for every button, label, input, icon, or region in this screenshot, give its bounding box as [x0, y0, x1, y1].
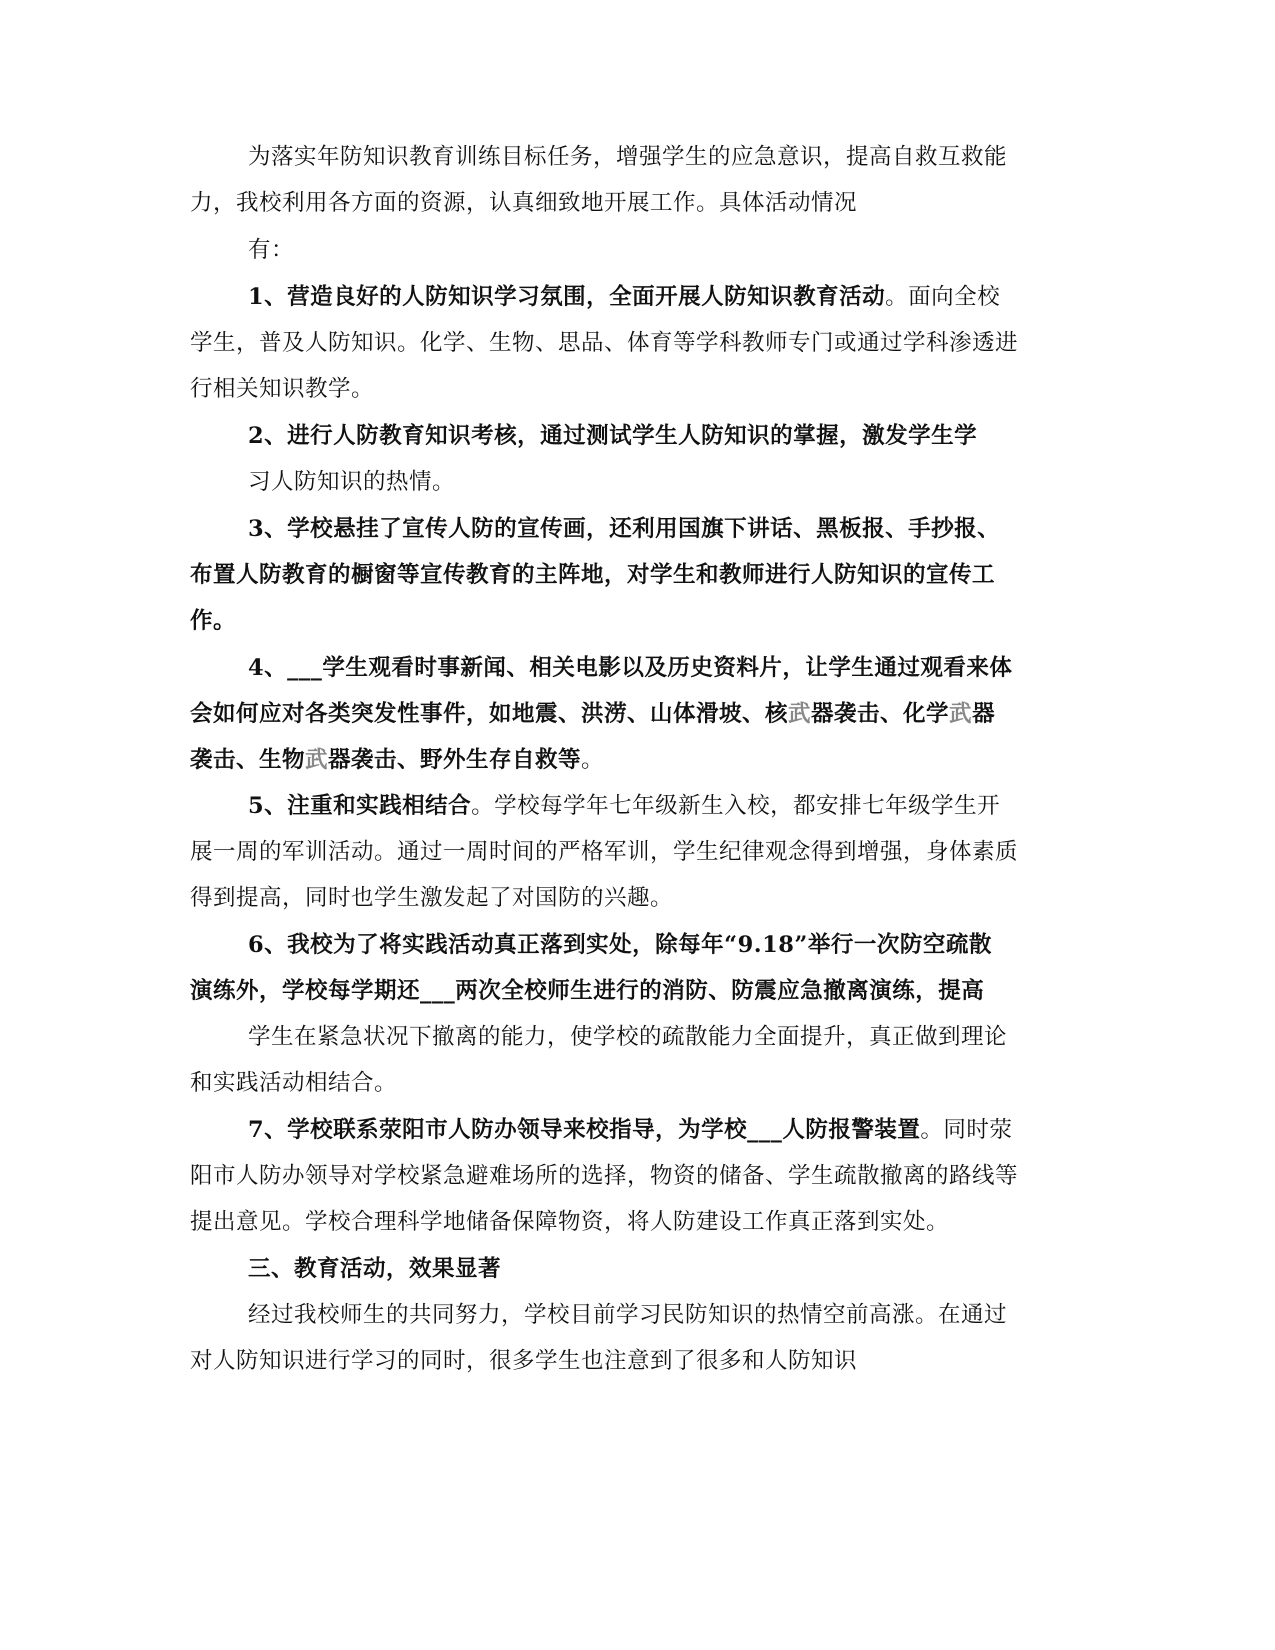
text-run: 经过我校师生的共同努力，学校目前学习民防知识的热情空前高涨。在通过 [248, 1302, 1008, 1328]
text-run: 为落实年防知识教育训练目标任务，增强学生的应急意识，提高自救互救能 [248, 144, 1008, 170]
section-3-line-2 [190, 1346, 857, 1376]
text-run: 4、___学生观看时事新闻、相关电影以及历史资料片，让学生通过观看来体 [248, 655, 1013, 681]
item-5-line-3 [190, 883, 673, 913]
item-1-line-3 [190, 374, 374, 404]
text-run: 有： [248, 237, 295, 263]
item-7-line-1 [248, 1115, 1012, 1145]
item-1-line-2 [190, 328, 1018, 358]
text-run: 。学校每学年七年级新生入校，都安排七年级学生开 [471, 793, 1001, 819]
item-4-line-1 [248, 653, 1012, 683]
item-5-line-2 [190, 837, 1018, 867]
text-run: 2、进行人防教育知识考核，通过测试学生人防知识的掌握，激发学生学 [248, 423, 978, 449]
item-6-line-1 [248, 930, 992, 960]
item-5-heading: 5、注重和实践相结合 [248, 793, 472, 819]
item-3-line-1 [248, 514, 1000, 544]
section-3-heading [248, 1254, 501, 1284]
item-7-line-3 [190, 1207, 949, 1237]
item-3-line-3 [190, 606, 236, 636]
text-run: 习人防知识的热情。 [248, 469, 456, 495]
text-run: 提出意见。学校合理科学地储备保障物资，将人防建设工作真正落到实处。 [190, 1209, 950, 1235]
text-run: 3、学校悬挂了宣传人防的宣传画，还利用国旗下讲话、黑板报、手抄报、 [248, 516, 1001, 542]
text-run: 演练外，学校每学期还___两次全校师生进行的消防、防震应急撤离演练，提高 [190, 978, 985, 1004]
text-run: 布置人防教育的橱窗等宣传教育的主阵地，对学生和教师进行人防知识的宣传工 [190, 562, 996, 588]
text-run: 会如何应对各类突发性事件，如地震、洪涝、山体滑坡、核 [190, 701, 789, 727]
text-run: 作。 [190, 608, 237, 634]
text-run: 三、教育活动，效果显著 [248, 1256, 502, 1282]
item-2-line-1 [248, 421, 977, 451]
item-6-line-3 [248, 1022, 1007, 1052]
text-run: 力，我校利用各方面的资源，认真细致地开展工作。具体活动情况 [190, 190, 858, 216]
gray-character: 武 [788, 701, 812, 727]
text-run: 袭击、生物 [190, 747, 306, 773]
text-run: 和实践活动相结合。 [190, 1070, 398, 1096]
item-1-line-1 [248, 282, 1000, 312]
paragraph-intro-line-1 [248, 142, 1007, 172]
item-3-line-2 [190, 560, 995, 590]
paragraph-intro-line-3 [248, 235, 294, 265]
text-run: 行相关知识教学。 [190, 376, 375, 402]
text-run: 。面向全校 [885, 284, 1001, 310]
text-run: 学生在紧急状况下撤离的能力，使学校的疏散能力全面提升，真正做到理论 [248, 1024, 1008, 1050]
item-7-line-2 [190, 1161, 1018, 1191]
item-4-line-3 [190, 745, 604, 775]
item-5-line-1 [248, 791, 1000, 821]
item-6-line-4 [190, 1068, 397, 1098]
text-run: 阳市人防办领导对学校紧急避难场所的选择，物资的储备、学生疏散撤离的路线等 [190, 1163, 1019, 1189]
item-7-heading: 7、学校联系荥阳市人防办领导来校指导，为学校___人防报警装置 [248, 1117, 921, 1143]
text-run: 器袭击、化学 [811, 701, 950, 727]
text-run: 6、我校为了将实践活动真正落到实处，除每年“9.18”举行一次防空疏散 [248, 932, 992, 958]
text-run: 器袭击、野外生存自救等 [328, 747, 582, 773]
text-run: 得到提高，同时也学生激发起了对国防的兴趣。 [190, 885, 674, 911]
item-1-heading: 1、营造良好的人防知识学习氛围，全面开展人防知识教育活动 [248, 284, 886, 310]
item-6-line-2 [190, 976, 984, 1006]
text-run: 。 [581, 747, 605, 773]
text-run: 器 [972, 701, 996, 727]
item-2-line-2 [248, 467, 455, 497]
text-run: 展一周的军训活动。通过一周时间的严格军训，学生纪律观念得到增强，身体素质 [190, 839, 1019, 865]
section-3-line-1 [248, 1300, 1007, 1330]
text-run: 对人防知识进行学习的同时，很多学生也注意到了很多和人防知识 [190, 1348, 858, 1374]
item-4-line-2 [190, 699, 995, 729]
paragraph-intro-line-2 [190, 188, 857, 218]
gray-character: 武 [305, 747, 329, 773]
text-run: 学生，普及人防知识。化学、生物、思品、体育等学科教师专门或通过学科渗透进 [190, 330, 1019, 356]
gray-character: 武 [949, 701, 973, 727]
text-run: 。同时荥 [920, 1117, 1013, 1143]
